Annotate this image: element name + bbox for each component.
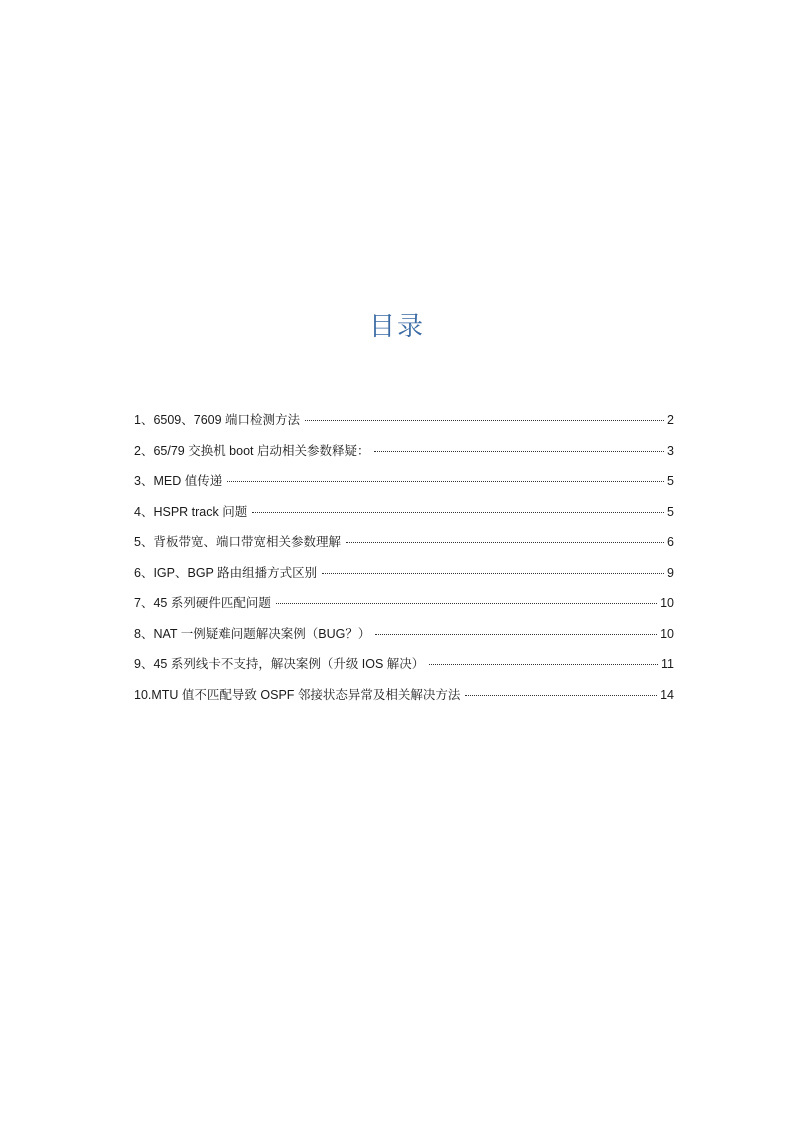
toc-entry[interactable]: [134, 471, 674, 502]
toc-entry-text: 5、背板带宽、端口带宽相关参数理解: [134, 535, 341, 549]
toc-leader-dots: [227, 480, 664, 482]
toc-entry-text: 10.MTU 值不匹配导致 OSPF 邻接状态异常及相关解决方法: [134, 687, 461, 702]
toc-leader-dots: [375, 633, 657, 635]
toc-entry-page: 2: [667, 413, 674, 427]
toc-leader-dots: [322, 572, 664, 574]
toc-leader-dots: [346, 541, 664, 543]
toc-entry-text: 7、45 系列硬件匹配问题: [134, 596, 271, 610]
toc-entry-text: 3、MED 值传递: [134, 474, 223, 488]
toc-leader-dots: [252, 511, 664, 513]
toc-entry-page: 11: [661, 657, 674, 671]
toc-entry-page: 6: [667, 535, 674, 549]
toc-entry-page: 14: [660, 687, 674, 702]
toc-leader-dots: [465, 694, 657, 696]
toc-entry[interactable]: [134, 624, 674, 655]
toc-entry-page: 10: [660, 626, 674, 641]
toc-leader-dots: [276, 602, 657, 604]
toc-entry-text: 8、NAT 一例疑难问题解决案例（BUG？）: [134, 626, 371, 641]
toc-entry[interactable]: [134, 532, 674, 563]
toc-entry[interactable]: [134, 654, 674, 685]
toc-entry[interactable]: [134, 502, 674, 533]
toc-entry-page: 9: [667, 565, 674, 580]
toc-entry-text: 4、HSPR track 问题: [134, 504, 248, 519]
toc-entry-text: 6、IGP、BGP 路由组播方式区别: [134, 565, 318, 580]
toc-entry-page: 10: [660, 596, 674, 610]
toc-entry-page: 5: [667, 504, 674, 519]
toc-leader-dots: [429, 663, 658, 665]
toc-entry-text: 9、45 系列线卡不支持，解决案例（升级 IOS 解决）: [134, 657, 425, 671]
toc-leader-dots: [374, 450, 664, 452]
toc-entry[interactable]: [134, 410, 674, 441]
toc-entry[interactable]: [134, 441, 674, 472]
toc-leader-dots: [305, 419, 664, 421]
toc-title: 目录: [368, 312, 425, 342]
toc-entry-text: 2、65/79 交换机 boot 启动相关参数释疑：: [134, 443, 370, 458]
toc-list: [134, 410, 674, 715]
toc-entry[interactable]: [134, 685, 674, 716]
toc-entry[interactable]: [134, 563, 674, 594]
toc-entry[interactable]: [134, 593, 674, 624]
toc-entry-text: 1、6509、7609 端口检测方法: [134, 413, 301, 427]
toc-entry-page: 3: [667, 443, 674, 458]
toc-entry-page: 5: [667, 474, 674, 488]
